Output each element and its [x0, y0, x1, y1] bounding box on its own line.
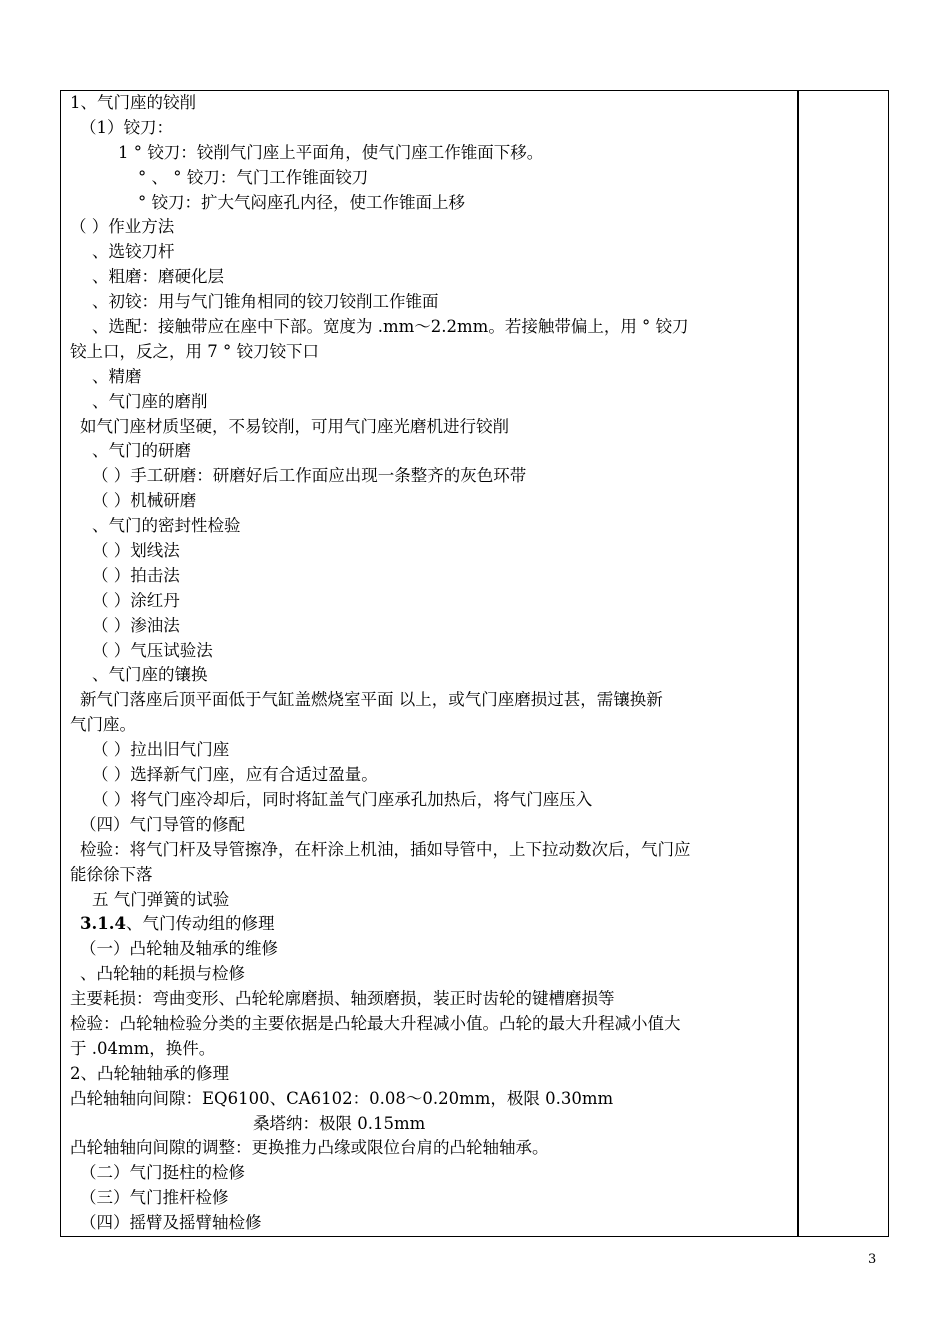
text-line: 1、气门座的铰削	[70, 93, 196, 112]
text-line: 凸轮轴轴向间隙：EQ6100、CA6102：0.08～0.20mm，极限 0.30mm	[70, 1088, 614, 1108]
document-content	[70, 91, 792, 1236]
text-line: （ ）涂红丹	[92, 590, 180, 610]
text-line: 、精磨	[92, 366, 142, 386]
text-line	[70, 912, 792, 937]
text-line: （四）摇臂及摇臂轴检修	[80, 1213, 262, 1233]
text-line: 1 ° 铰刀：铰削气门座上平面角，使气门座工作锥面下移。	[118, 142, 544, 162]
text-line: 于 .04mm，换件。	[70, 1038, 216, 1058]
text-line: 、气门座的镶换	[92, 665, 208, 685]
section-title: 、气门传动组的修理	[125, 914, 275, 934]
text-line: ° 铰刀：扩大气闷座孔内径，使工作锥面上移	[138, 192, 465, 212]
text-line: 、初铰：用与气门锥角相同的铰刀铰削工作锥面	[92, 292, 439, 312]
text-line: 、凸轮轴的耗损与检修	[80, 964, 245, 984]
text-line: 五 气门弹簧的试验	[92, 889, 230, 909]
text-line: 2、凸轮轴轴承的修理	[70, 1063, 229, 1083]
text-line: （ ）拉出旧气门座	[92, 740, 230, 760]
text-line: （ ）拍击法	[92, 565, 180, 585]
text-line: （一）凸轮轴及轴承的维修	[80, 939, 278, 959]
text-line: 、选配：接触带应在座中下部。宽度为 .mm～2.2mm。若接触带偏上，用 ° 铰刀	[92, 317, 689, 337]
text-line: 铰上口，反之，用 7 ° 铰刀铰下口	[70, 341, 319, 361]
text-line: 检验：将气门杆及导管擦净，在杆涂上机油，插如导管中，上下拉动数次后，气门应	[80, 839, 691, 859]
table-column-divider	[797, 90, 799, 1237]
text-line: 检验：凸轮轴检验分类的主要依据是凸轮最大升程减小值。凸轮的最大升程减小值大	[70, 1013, 681, 1033]
text-line: 、气门座的磨削	[92, 391, 208, 411]
text-line: （ ）划线法	[92, 541, 180, 561]
text-line: （1）铰刀：	[80, 117, 173, 137]
text-line: （ ）手工研磨：研磨好后工作面应出现一条整齐的灰色环带	[92, 466, 527, 486]
text-line: 桑塔纳：极限 0.15mm	[253, 1113, 426, 1133]
section-number: 3.1.4	[80, 914, 126, 934]
page-number: 3	[868, 1252, 877, 1267]
text-line: （ ）选择新气门座，应有合适过盈量。	[92, 765, 378, 785]
text-line: ° 、 ° 铰刀：气门工作锥面铰刀	[138, 167, 369, 187]
text-line: 、气门的密封性检验	[92, 516, 241, 536]
text-line: 新气门落座后顶平面低于气缸盖燃烧室平面 以上，或气门座磨损过甚，需镶换新	[80, 690, 663, 710]
text-line: 、气门的研磨	[92, 441, 191, 461]
text-line: （四）气门导管的修配	[80, 814, 245, 834]
text-line: 凸轮轴轴向间隙的调整：更换推力凸缘或限位台肩的凸轮轴轴承。	[70, 1138, 549, 1158]
text-line: 、粗磨：磨硬化层	[92, 267, 224, 287]
text-line: （三）气门推杆检修	[80, 1188, 229, 1208]
text-line: 主要耗损：弯曲变形、凸轮轮廓磨损、轴颈磨损，装正时齿轮的键槽磨损等	[70, 989, 615, 1009]
text-line: （ ）渗油法	[92, 615, 180, 635]
text-line: 如气门座材质坚硬，不易铰削，可用气门座光磨机进行铰削	[80, 416, 509, 436]
text-line: （ ）将气门座冷却后，同时将缸盖气门座承孔加热后，将气门座压入	[92, 789, 593, 809]
text-line: （二）气门挺柱的检修	[80, 1163, 245, 1183]
text-line: 气门座。	[70, 715, 136, 735]
text-line: （ ）气压试验法	[92, 640, 213, 660]
text-line: 、选铰刀杆	[92, 242, 175, 262]
text-line: 能徐徐下落	[70, 864, 153, 884]
text-line: （ ）机械研磨	[92, 491, 197, 511]
text-line: （ ）作业方法	[70, 217, 175, 237]
